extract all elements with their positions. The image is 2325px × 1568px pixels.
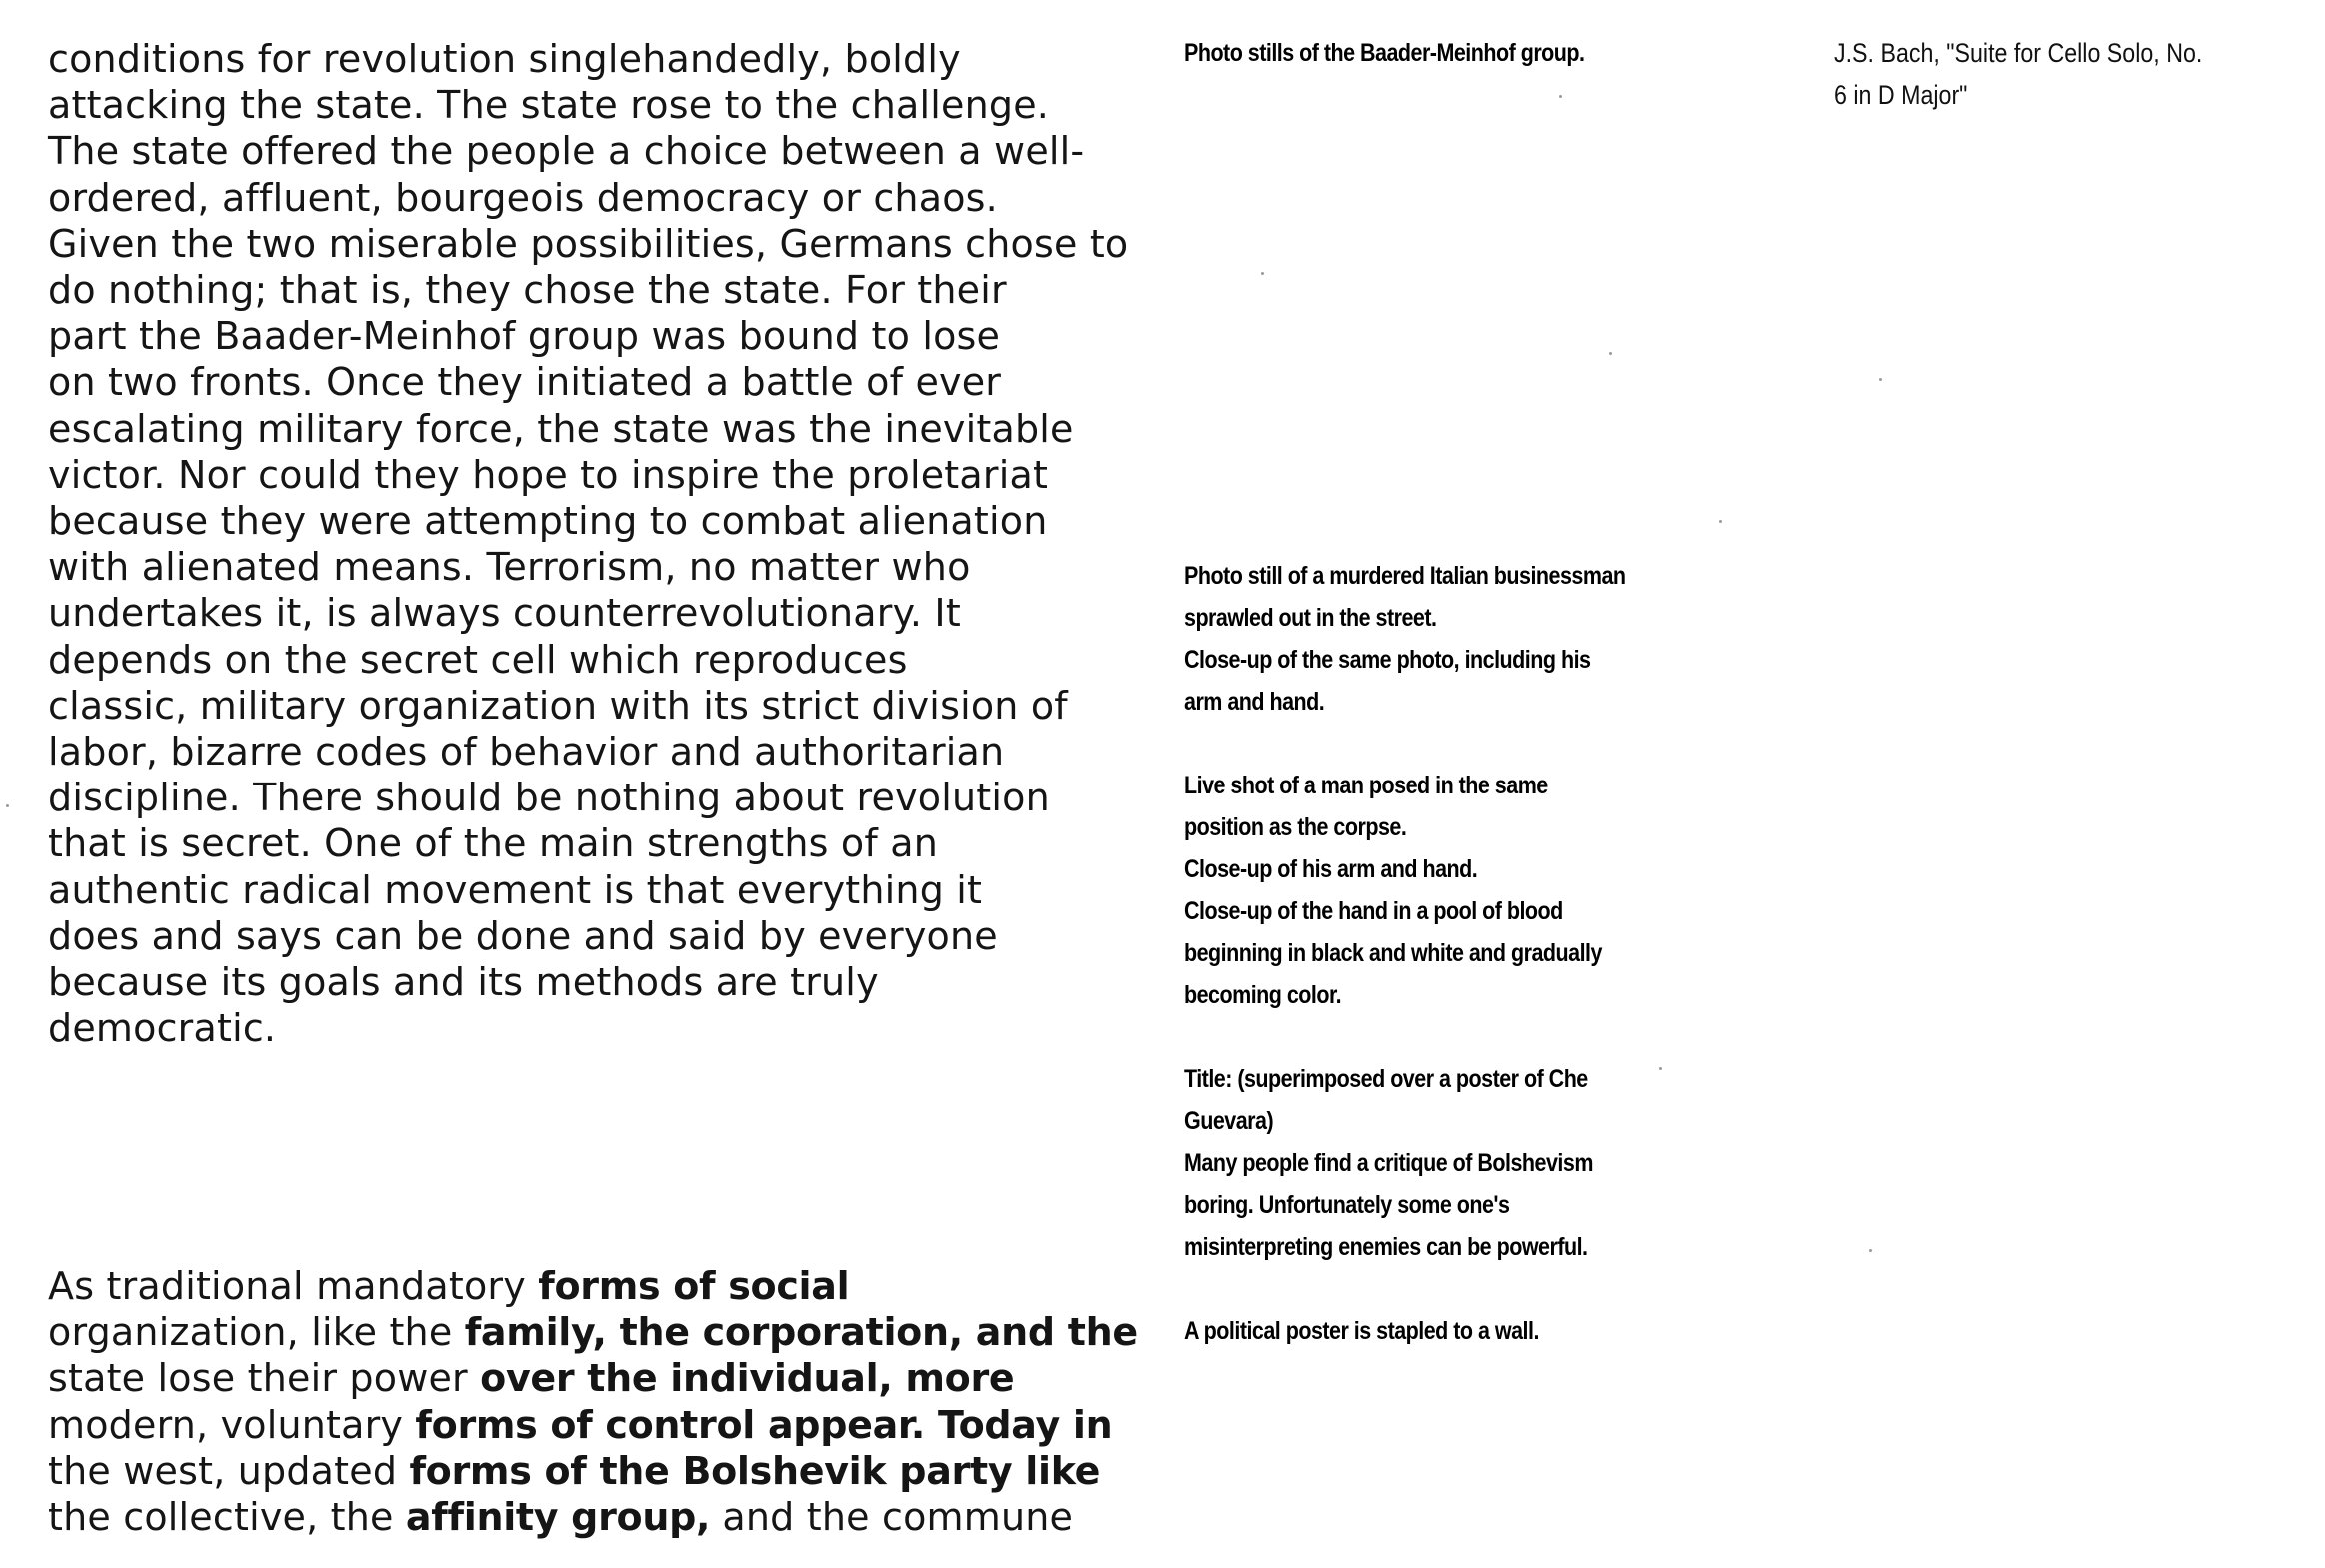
narration-paragraph-1	[48, 36, 1128, 1051]
plain-text: As traditional mandatory	[48, 1264, 539, 1308]
image-line: A political poster is stapled to a wall.	[1184, 1317, 1539, 1345]
plain-text: organization, like the	[48, 1310, 465, 1355]
image-line: sprawled out in the street.	[1184, 604, 1437, 632]
scan-speck	[1869, 1249, 1872, 1252]
image-line: Close-up of the hand in a pool of blood	[1184, 897, 1563, 925]
image-line: misinterpreting enemies can be powerful.	[1184, 1233, 1588, 1261]
sound-cue	[1834, 32, 2294, 116]
scan-speck	[1719, 520, 1722, 523]
image-line: Close-up of the same photo, including his	[1184, 646, 1591, 674]
narration-line: labor, bizarre codes of behavior and authoritarian	[48, 730, 1005, 775]
bold-text: family, the corporation, and the	[464, 1310, 1138, 1355]
narration-line: democratic.	[48, 1006, 277, 1051]
narration-line	[48, 1263, 1128, 1309]
narration-line: undertakes it, is always counterrevolutionary. It	[48, 591, 961, 636]
image-block-b	[1184, 555, 1804, 723]
narration-line: depends on the secret cell which reproduces	[48, 637, 908, 682]
plain-text: the west, updated	[48, 1448, 410, 1493]
narration-line: classic, military organization with its strict division of	[48, 683, 1068, 728]
narration-line	[48, 1448, 1128, 1494]
image-line: position as the corpse.	[1184, 813, 1407, 841]
sound-line: 6 in D Major"	[1834, 80, 1968, 110]
bold-text: over the individual, more	[480, 1356, 1015, 1401]
narration-line: victor. Nor could they hope to inspire the proletariat	[48, 452, 1049, 497]
image-line: Guevara)	[1184, 1107, 1274, 1135]
narration-line	[48, 1402, 1128, 1448]
narration-line: on two fronts. Once they initiated a battle of ever	[48, 360, 1002, 405]
image-line: Title: (superimposed over a poster of Che	[1184, 1065, 1588, 1093]
image-line: becoming color.	[1184, 981, 1342, 1009]
narration-line: authentic radical movement is that everything it	[48, 867, 983, 912]
narration-line	[48, 1355, 1128, 1401]
plain-text: modern, voluntary	[48, 1402, 416, 1447]
plain-text: and the commune	[710, 1495, 1074, 1540]
narration-line: ordered, affluent, bourgeois democracy or chaos.	[48, 175, 998, 220]
narration-line: because they were attempting to combat alienation	[48, 499, 1048, 544]
narration-line: conditions for revolution singlehandedly, boldly	[48, 37, 961, 81]
image-line: Photo stills of the Baader-Meinhof group.	[1184, 39, 1585, 67]
narration-line	[48, 1309, 1138, 1355]
image-line: arm and hand.	[1184, 688, 1325, 716]
bold-text: forms of social	[538, 1264, 850, 1308]
narration-line: does and says can be done and said by everyone	[48, 913, 998, 958]
image-line: Many people find a critique of Bolshevism	[1184, 1149, 1593, 1177]
image-block-e	[1184, 1310, 1804, 1352]
narration-line: escalating military force, the state was the inevitable	[48, 406, 1074, 451]
scan-speck	[1559, 95, 1562, 98]
narration-paragraph-2	[48, 1263, 1138, 1540]
image-line: Close-up of his arm and hand.	[1184, 855, 1478, 883]
scan-speck	[6, 804, 9, 807]
narration-line: The state offered the people a choice between a well-	[48, 129, 1085, 174]
narration-line: because its goals and its methods are truly	[48, 960, 879, 1005]
narration-line: part the Baader-Meinhof group was bound to lose	[48, 314, 1001, 359]
narration-line: attacking the state. The state rose to the challenge.	[48, 83, 1050, 128]
bold-text: affinity group,	[405, 1495, 711, 1540]
narration-line	[48, 1494, 1128, 1540]
bold-text: forms of control appear. Today in	[415, 1402, 1113, 1447]
scan-speck	[1659, 1067, 1662, 1070]
narration-line: do nothing; that is, they chose the state. For their	[48, 268, 1007, 313]
scan-speck	[1609, 352, 1612, 355]
narration-line: discipline. There should be nothing about revolution	[48, 776, 1050, 820]
plain-text: the collective, the	[48, 1495, 406, 1540]
narration-line: Given the two miserable possibilities, Germans chose to	[48, 221, 1129, 266]
image-block-d	[1184, 1058, 1804, 1268]
plain-text: state lose their power	[48, 1356, 481, 1401]
image-line: Live shot of a man posed in the same	[1184, 772, 1548, 799]
narration-line: with alienated means. Terrorism, no matter who	[48, 545, 971, 590]
narration-line: that is secret. One of the main strengths of an	[48, 821, 939, 866]
image-line: beginning in black and white and gradually	[1184, 939, 1602, 967]
scan-speck	[1261, 272, 1264, 275]
image-line: boring. Unfortunately some one's	[1184, 1191, 1510, 1219]
image-line: Photo still of a murdered Italian businessman	[1184, 562, 1626, 590]
sound-line: J.S. Bach, "Suite for Cello Solo, No.	[1834, 38, 2203, 68]
scan-speck	[1879, 378, 1882, 381]
bold-text: forms of the Bolshevik party like	[409, 1448, 1101, 1493]
image-block-c	[1184, 765, 1804, 1016]
image-block-a	[1184, 32, 1804, 74]
